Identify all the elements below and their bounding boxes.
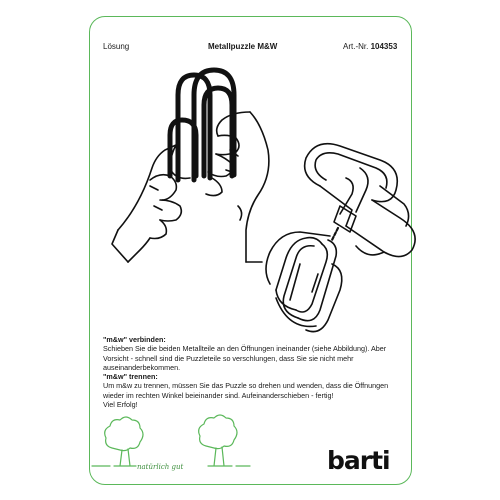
connect-heading: "m&w" verbinden: [103, 335, 166, 344]
separate-heading: "m&w" trennen: [103, 372, 158, 382]
separated-puzzle-pieces-illustration [266, 144, 415, 332]
brand-logo: barti [327, 446, 390, 475]
article-prefix: Art.-Nr. [343, 42, 369, 51]
instructions-text [103, 335, 403, 409]
connect-text: Schieben Sie die beiden Metallteile an den Öffnungen ineinander (siehe Abbildung). Aber Vorsicht - schnell sind die Puzzleteile so verschlungen, dass Sie sie nicht mehr auseinanderbekommen. [103, 344, 387, 372]
separate-text: Um m&w zu trennen, müssen Sie das Puzzle so drehen und wenden, dass die Öffnungen wieder im rechten Winkel beieinander sind. Aufeinanderschieben - fertig! [103, 381, 389, 400]
product-title: Metallpuzzle M&W [208, 42, 278, 51]
article-number-value: 104353 [370, 42, 398, 51]
hands-holding-puzzle-illustration [112, 70, 269, 262]
closing-text: Viel Erfolg! [103, 400, 138, 410]
brand-tagline: natürlich gut [137, 463, 184, 471]
solution-label: Lösung [103, 42, 130, 51]
